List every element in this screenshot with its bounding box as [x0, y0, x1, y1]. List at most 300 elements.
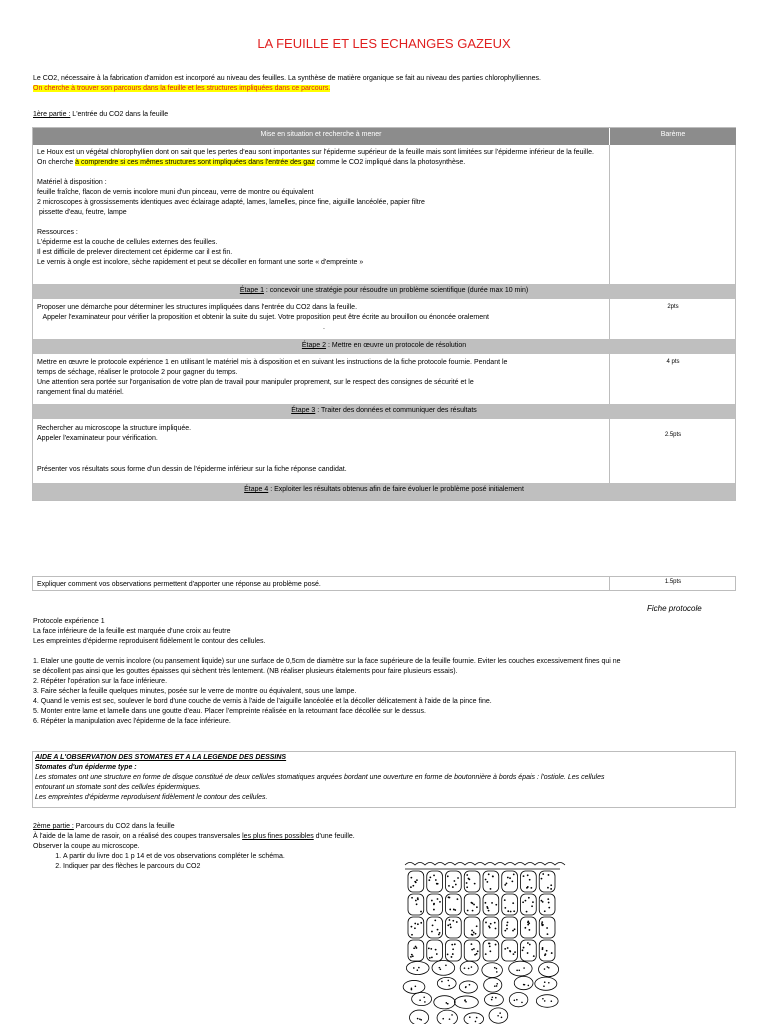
chloroplast — [446, 1002, 448, 1004]
chloroplast — [449, 909, 451, 911]
chloroplast — [494, 985, 496, 987]
chloroplast — [491, 902, 493, 904]
chloroplast — [416, 879, 418, 881]
chloroplast — [440, 968, 442, 970]
chloroplast — [438, 934, 440, 936]
protocole-title: Protocole expérience 1 — [33, 618, 105, 625]
chloroplast — [430, 948, 432, 950]
intro-line2: On cherche à trouver son parcours dans la feuille et les structures impliquées dans ce parcours. — [33, 85, 331, 92]
chloroplast — [533, 955, 535, 957]
col-header-bareme: Barème — [610, 128, 736, 145]
protocole-section: Protocole expérience 1 La face inférieure de la feuille est marquée d'une croix au feutre Les empreintes d'épiderme reproduisent fidèlement le contour des cellules. 1. Etaler une goutte de vernis incolore (ou pansement liquide) sur une surface de 0,5cm de diamètre sur la face supérieure de la feuille fournie. Eviter les couches excessivement fines qui ne se décollent pas ainsi que les gouttes épaisses qui sèchent très lentement. (NB réaliser plusieurs étalements pour faire plusieurs essais). 2. Répéter l'opération sur la face inférieure. 3. Faire sécher la feuille quelques minutes, posée sur le verre de montre ou équivalent, sous une lampe. 4. Quand le vernis est sec, soulever le bord d'une couche de vernis à l'aide de l'aiguille lancéolée et la décoller délicatement à l'aide de la pince fine. 5. Monter entre lame et lamelle dans une goutte d'eau. Placer l'empreinte réalisée en la retournant face décollée sur le dessus. 6. Répéter la manipulation avec l'épiderme de la face inférieure. — [33, 617, 738, 727]
palisade-cell — [427, 871, 443, 892]
chloroplast — [456, 921, 458, 923]
chloroplast — [501, 1017, 503, 1019]
spongy-cell — [535, 977, 557, 990]
chloroplast — [547, 966, 549, 968]
explain-text: Expliquer comment vos observations permettent d'apporter une réponse au problème posé. — [37, 581, 321, 588]
chloroplast — [527, 920, 529, 922]
chloroplast — [544, 968, 546, 970]
palisade-cell — [464, 871, 480, 892]
chloroplast — [504, 899, 506, 901]
palisade-cell — [464, 894, 480, 915]
chloroplast — [495, 928, 497, 930]
chloroplast — [504, 907, 506, 909]
chloroplast — [464, 1000, 466, 1002]
etape2-points: 4 pts — [666, 359, 680, 365]
chloroplast — [496, 985, 498, 987]
chloroplast — [527, 942, 529, 944]
explain-points: 1.5pts — [664, 579, 682, 585]
chloroplast — [471, 949, 473, 951]
chloroplast — [452, 886, 454, 888]
chloroplast — [416, 903, 418, 905]
etape3-body: Rechercher au microscope la structure impliquée. Appeler l'examinateur pour vérification. Présenter vos résultats sous forme d'un dessin de l'épiderme inférieur sur la fiche réponse candidat. — [37, 425, 347, 473]
chloroplast — [489, 927, 491, 929]
chloroplast — [465, 986, 467, 988]
chloroplast — [410, 877, 412, 879]
chloroplast — [542, 924, 544, 926]
chloroplast — [436, 883, 438, 885]
chloroplast — [529, 879, 531, 881]
chloroplast — [472, 902, 474, 904]
chloroplast — [419, 1018, 421, 1020]
chloroplast — [542, 873, 544, 875]
chloroplast — [523, 947, 525, 949]
chloroplast — [546, 950, 548, 952]
chloroplast — [492, 876, 494, 878]
intro-line1: Le CO2, nécessaire à la fabrication d'amidon est incorporé au niveau des feuilles. La synthèse de matière organique se fait au niveau des parties chlorophylliennes. — [33, 75, 541, 82]
fiche-protocole-label: Fiche protocole — [647, 604, 702, 613]
chloroplast — [435, 879, 437, 881]
chloroplast — [451, 944, 453, 946]
chloroplast — [472, 910, 474, 912]
chloroplast — [451, 1014, 453, 1016]
chloroplast — [454, 880, 456, 882]
col-header-situation: Mise en situation et recherche à mener — [33, 128, 609, 145]
chloroplast — [531, 905, 533, 907]
palisade-cell — [521, 917, 537, 938]
chloroplast — [473, 904, 475, 906]
chloroplast — [468, 968, 470, 970]
palisade-cell — [539, 871, 555, 892]
palisade-cell — [502, 871, 518, 892]
chloroplast — [471, 930, 473, 932]
chloroplast — [495, 944, 497, 946]
chloroplast — [466, 886, 468, 888]
protocole-step: 2. Répéter l'opération sur la face inférieure. — [33, 678, 168, 685]
chloroplast — [457, 877, 459, 879]
chloroplast — [466, 874, 468, 876]
spongy-cell — [406, 961, 429, 974]
chloroplast — [439, 967, 441, 969]
chloroplast — [413, 967, 415, 969]
chloroplast — [532, 901, 534, 903]
chloroplast — [473, 932, 475, 934]
chloroplast — [518, 969, 520, 971]
chloroplast — [548, 874, 550, 876]
chloroplast — [527, 874, 529, 876]
chloroplast — [410, 886, 412, 888]
chloroplast — [468, 878, 470, 880]
palisade-cell — [483, 940, 499, 961]
chloroplast — [489, 950, 491, 952]
chloroplast — [510, 911, 512, 913]
chloroplast — [543, 985, 545, 987]
spongy-cell — [464, 1013, 484, 1024]
chloroplast — [496, 983, 498, 985]
chloroplast — [432, 924, 434, 926]
chloroplast — [447, 1003, 449, 1005]
chloroplast — [541, 921, 543, 923]
chloroplast — [428, 947, 430, 949]
chloroplast — [448, 985, 450, 987]
chloroplast — [485, 902, 487, 904]
chloroplast — [485, 879, 487, 881]
chloroplast — [439, 901, 441, 903]
part2-item: 2. Indiquer par des flèches le parcours du CO2 — [63, 862, 413, 872]
protocole-step: 3. Faire sécher la feuille quelques minutes, posée sur le verre de montre ou équivalent, sous une lampe. — [33, 688, 357, 695]
page-title: LA FEUILLE ET LES ECHANGES GAZEUX — [257, 36, 511, 51]
chloroplast — [431, 900, 433, 902]
palisade-cell — [502, 917, 518, 938]
chloroplast — [528, 922, 530, 924]
chloroplast — [523, 875, 525, 877]
chloroplast — [424, 1001, 426, 1003]
chloroplast — [415, 985, 417, 987]
spongy-cell — [482, 963, 503, 978]
spongy-cell — [412, 992, 432, 1005]
chloroplast — [511, 880, 513, 882]
spongy-cell — [539, 962, 559, 977]
palisade-cell — [483, 917, 499, 938]
chloroplast — [449, 919, 451, 921]
chloroplast — [513, 910, 515, 912]
palisade-cell — [446, 871, 462, 892]
chloroplast — [476, 1017, 478, 1019]
materiel-line: pissette d'eau, feutre, lampe — [37, 209, 127, 216]
chloroplast — [506, 924, 508, 926]
chloroplast — [526, 911, 528, 913]
chloroplast — [512, 930, 514, 932]
chloroplast — [475, 933, 477, 935]
chloroplast — [528, 929, 530, 931]
etape4-header: Étape 4 : Exploiter les résultats obtenus afin de faire évoluer le problème posé initialement — [33, 483, 735, 500]
chloroplast — [445, 964, 447, 966]
chloroplast — [523, 967, 525, 969]
part2-item: 1. A partir du livre doc 1 p 14 et de vos observations compléter le schéma. — [63, 852, 413, 862]
chloroplast — [423, 996, 425, 998]
spongy-cell — [403, 980, 425, 993]
chloroplast — [411, 926, 413, 928]
spongy-cell — [434, 996, 455, 1009]
chloroplast — [485, 953, 487, 955]
chloroplast — [489, 945, 491, 947]
protocole-step: 4. Quand le vernis est sec, soulever le bord d'une couche de vernis à l'aide de l'aiguille lancéolée et la décoller délicatement à l'aide de la pince fine. — [33, 698, 492, 705]
chloroplast — [547, 898, 549, 900]
chloroplast — [469, 984, 471, 986]
protocole-step: 6. Répéter la manipulation avec l'épiderme de la face inférieure. — [33, 718, 231, 725]
chloroplast — [451, 956, 453, 958]
chloroplast — [491, 999, 493, 1001]
chloroplast — [477, 950, 479, 952]
chloroplast — [548, 982, 550, 984]
chloroplast — [450, 926, 452, 928]
chloroplast — [419, 999, 421, 1001]
chloroplast — [516, 999, 518, 1001]
etape1-header: Étape 1 : concevoir une stratégie pour résoudre un problème scientifique (durée max 10 min) — [33, 284, 735, 299]
chloroplast — [514, 999, 516, 1001]
chloroplast — [412, 955, 414, 957]
chloroplast — [417, 969, 419, 971]
chloroplast — [467, 910, 469, 912]
etape3-points: 2.5pts — [664, 432, 682, 438]
etape2-header: Étape 2 : Mettre en œuvre un protocole de résolution — [33, 339, 735, 354]
palisade-cell — [539, 894, 555, 915]
chloroplast — [433, 874, 435, 876]
chloroplast — [489, 943, 491, 945]
chloroplast — [485, 922, 487, 924]
chloroplast — [496, 971, 498, 973]
chloroplast — [551, 952, 553, 954]
chloroplast — [545, 953, 547, 955]
chloroplast — [475, 1021, 477, 1023]
chloroplast — [413, 947, 415, 949]
evaluation-table — [32, 127, 736, 501]
ressources-line: Le vernis à ongle est incolore, sèche rapidement et peut se décoller en formant une sorte « d'empreinte » — [37, 259, 364, 266]
chloroplast — [551, 1000, 553, 1002]
chloroplast — [415, 900, 417, 902]
spongy-cell — [437, 977, 456, 989]
chloroplast — [420, 1019, 422, 1021]
chloroplast — [429, 876, 431, 878]
spongy-cell — [410, 1010, 429, 1024]
chloroplast — [431, 931, 433, 933]
chloroplast — [476, 953, 478, 955]
chloroplast — [504, 884, 506, 886]
chloroplast — [433, 903, 435, 905]
chloroplast — [411, 934, 413, 936]
situation-cell: Le Houx est un végétal chlorophyllien dont on sait que les pertes d'eau sont importantes sur l'épiderme supérieur de la feuille mais sont limitées sur l'épiderme inférieur de la feuille. On cherche à comprendre si ces mêmes structures sont impliquées dans l'entrée des gaz comme le CO2 impliqué dans la photosynthèse. Matériel à disposition : feuille fraîche, flacon de vernis incolore muni d'un pinceau, verre de montre ou équivalent 2 microscopes à grossissements identiques avec éclairage adapté, lames, lamelles, pince fine, aiguille lancéolée, papier filtre pissette d'eau, feutre, lampe Ressources : L'épiderme est la couche de cellules externes des feuilles. Il est difficile de prelever directement cet épiderme car il est fin. Le vernis à ongle est incolore, sèche rapidement et peut se décoller en formant une sorte « d'empreinte » — [33, 146, 609, 270]
chloroplast — [447, 980, 449, 982]
chloroplast — [431, 956, 433, 958]
chloroplast — [442, 1018, 444, 1020]
spongy-cell — [484, 978, 502, 992]
chloroplast — [418, 967, 420, 969]
materiel-line: feuille fraîche, flacon de vernis incolore muni d'un pinceau, verre de montre ou équivalent — [37, 189, 314, 196]
chloroplast — [530, 887, 532, 889]
chloroplast — [436, 953, 438, 955]
part2-section: 2ème partie : Parcours du CO2 dans la feuille À l'aide de la lame de rasoir, on a réalisé des coupes transversales les plus fines possibles d'une feuille. Observer la coupe au microscope. 1. A partir du livre doc 1 p 14 et de vos observations compléter le schéma. 2. Indiquer par des flèches le parcours du CO2 — [33, 822, 413, 872]
chloroplast — [507, 921, 509, 923]
chloroplast — [528, 985, 530, 987]
intro — [33, 74, 738, 94]
chloroplast — [542, 998, 544, 1000]
etape2-body: Mettre en œuvre le protocole expérience 1 en utilisant le matériel mis à disposition et en suivant les instructions de la fiche protocole fournie. Pendant le temps de séchage, réaliser le protocole 2 pour gagner du temps. Une attention sera portée sur l'organisation de votre plan de travail pour manipuler proprement, sur le respect des consignes de sécurité et le rangement final du matériel. — [37, 359, 508, 396]
spongy-cell — [514, 976, 533, 989]
chloroplast — [547, 887, 549, 889]
chloroplast — [476, 906, 478, 908]
chloroplast — [415, 946, 417, 948]
chloroplast — [547, 933, 549, 935]
spongy-cell — [509, 961, 532, 976]
part1-heading: 1ère partie : L'entrée du CO2 dans la feuille — [33, 111, 169, 118]
chloroplast — [433, 909, 435, 911]
spongy-cell — [509, 992, 528, 1006]
chloroplast — [506, 883, 508, 885]
chloroplast — [513, 953, 515, 955]
leaf-cross-section-drawing — [400, 855, 570, 1024]
palisade-cell — [446, 940, 462, 961]
palisade-cell — [502, 894, 518, 915]
chloroplast — [541, 878, 543, 880]
chloroplast — [472, 934, 474, 936]
chloroplast — [435, 949, 437, 951]
part2-heading: 2ème partie : Parcours du CO2 dans la feuille — [33, 823, 175, 830]
chloroplast — [497, 1015, 499, 1017]
chloroplast — [452, 953, 454, 955]
chloroplast — [474, 954, 476, 956]
chloroplast — [506, 928, 508, 930]
chloroplast — [454, 943, 456, 945]
chloroplast — [471, 943, 473, 945]
chloroplast — [453, 909, 455, 911]
chloroplast — [488, 910, 490, 912]
etape1-body: Proposer une démarche pour déterminer les structures impliquées dans l'entrée du CO2 dans la feuille. Appeler l'examinateur pour vérifier la proposition et obtenir la suite du sujet. Votre proposition peut être écrite au brouillon ou énoncée oralement . — [37, 304, 489, 331]
chloroplast — [486, 881, 488, 883]
chloroplast — [548, 967, 550, 969]
chloroplast — [452, 948, 454, 950]
chloroplast — [490, 923, 492, 925]
chloroplast — [494, 967, 496, 969]
etape1-points: 2pts — [667, 304, 679, 310]
protocole-step: 5. Monter entre lame et lamelle dans une goutte d'eau. Placer l'empreinte réalisée en la retournant face décollée sur le dessus. — [33, 708, 426, 715]
chloroplast — [457, 898, 459, 900]
chloroplast — [420, 911, 422, 913]
chloroplast — [437, 929, 439, 931]
chloroplast — [492, 996, 494, 998]
chloroplast — [496, 968, 498, 970]
chloroplast — [447, 924, 449, 926]
chloroplast — [504, 948, 506, 950]
chloroplast — [487, 907, 489, 909]
palisade-cell — [408, 917, 424, 938]
chloroplast — [542, 948, 544, 950]
aide-subtitle: Stomates d'un épiderme type : — [35, 764, 137, 771]
chloroplast — [507, 877, 509, 879]
chloroplast — [464, 967, 466, 969]
chloroplast — [550, 884, 552, 886]
chloroplast — [490, 888, 492, 890]
ressources-line: L'épiderme est la couche de cellules externes des feuilles. — [37, 239, 218, 246]
chloroplast — [514, 928, 516, 930]
etape3-header: Étape 3 : Traiter des données et communiquer des résultats — [33, 404, 735, 419]
aide-title: AIDE A L'OBSERVATION DES STOMATES ET A LA LEGENDE DES DESSINS — [35, 754, 287, 761]
chloroplast — [452, 920, 454, 922]
chloroplast — [527, 886, 529, 888]
chloroplast — [522, 901, 524, 903]
chloroplast — [417, 923, 419, 925]
chloroplast — [504, 930, 506, 932]
chloroplast — [428, 879, 430, 881]
ressources-title: Ressources : — [37, 229, 78, 236]
chloroplast — [516, 970, 518, 972]
materiel-line: 2 microscopes à grossissements identiques avec éclairage adapté, lames, lamelles, pince fine, aiguille lancéolée, papier filtre — [37, 199, 425, 206]
chloroplast — [521, 1002, 523, 1004]
chloroplast — [439, 932, 441, 934]
chloroplast — [447, 953, 449, 955]
chloroplast — [473, 948, 475, 950]
chloroplast — [524, 927, 526, 929]
chloroplast — [448, 885, 450, 887]
chloroplast — [527, 952, 529, 954]
explain-row — [32, 576, 736, 591]
chloroplast — [420, 922, 422, 924]
chloroplast — [410, 956, 412, 958]
spongy-cell — [459, 981, 477, 993]
chloroplast — [411, 897, 413, 899]
chloroplast — [499, 1012, 501, 1014]
chloroplast — [474, 883, 476, 885]
chloroplast — [429, 957, 431, 959]
chloroplast — [525, 900, 527, 902]
chloroplast — [455, 884, 457, 886]
ressources-line: Il est difficile de prelever directement cet épiderme car il est fin. — [37, 249, 233, 256]
materiel-title: Matériel à disposition : — [37, 179, 107, 186]
chloroplast — [507, 910, 509, 912]
chloroplast — [509, 877, 511, 879]
chloroplast — [411, 954, 413, 956]
chloroplast — [522, 949, 524, 951]
chloroplast — [495, 904, 497, 906]
chloroplast — [476, 925, 478, 927]
chloroplast — [494, 922, 496, 924]
chloroplast — [414, 881, 416, 883]
chloroplast — [544, 1000, 546, 1002]
spongy-cell — [437, 1010, 457, 1024]
chloroplast — [466, 882, 468, 884]
chloroplast — [488, 873, 490, 875]
chloroplast — [412, 885, 414, 887]
chloroplast — [544, 981, 546, 983]
palisade-cell — [408, 940, 424, 961]
chloroplast — [449, 1018, 451, 1020]
chloroplast — [469, 1016, 471, 1018]
chloroplast — [448, 896, 450, 898]
chloroplast — [529, 944, 531, 946]
protocole-step: 1. Etaler une goutte de vernis incolore (ou pansement liquide) sur une surface de 0,5cm de diamètre sur la face supérieure de la feuille fournie. Eviter les couches excessivement fines qui ne — [33, 658, 621, 665]
spongy-cell — [432, 961, 455, 976]
chloroplast — [546, 927, 548, 929]
chloroplast — [441, 981, 443, 983]
chloroplast — [512, 902, 514, 904]
chloroplast — [411, 987, 413, 989]
chloroplast — [449, 924, 451, 926]
chloroplast — [495, 997, 497, 999]
chloroplast — [509, 950, 511, 952]
chloroplast — [414, 927, 416, 929]
chloroplast — [507, 947, 509, 949]
chloroplast — [550, 888, 552, 890]
chloroplast — [544, 910, 546, 912]
chloroplast — [434, 919, 436, 921]
chloroplast — [437, 898, 439, 900]
aide-box: AIDE A L'OBSERVATION DES STOMATES ET A LA LEGENDE DES DESSINS Stomates d'un épiderme type : Les stomates ont une structure en forme de disque constitué de deux cellules stomatiques arquées bordant une ouverture en forme de boutonnière à bords épais : l'ostiole. Les cellules entourant un stomate sont des cellules épidermiques. Les empreintes d'épiderme reproduisent fidèlement le contour des cellules. — [32, 751, 736, 808]
chloroplast — [447, 875, 449, 877]
spongy-cell — [536, 995, 558, 1008]
chloroplast — [514, 951, 516, 953]
chloroplast — [471, 966, 473, 968]
